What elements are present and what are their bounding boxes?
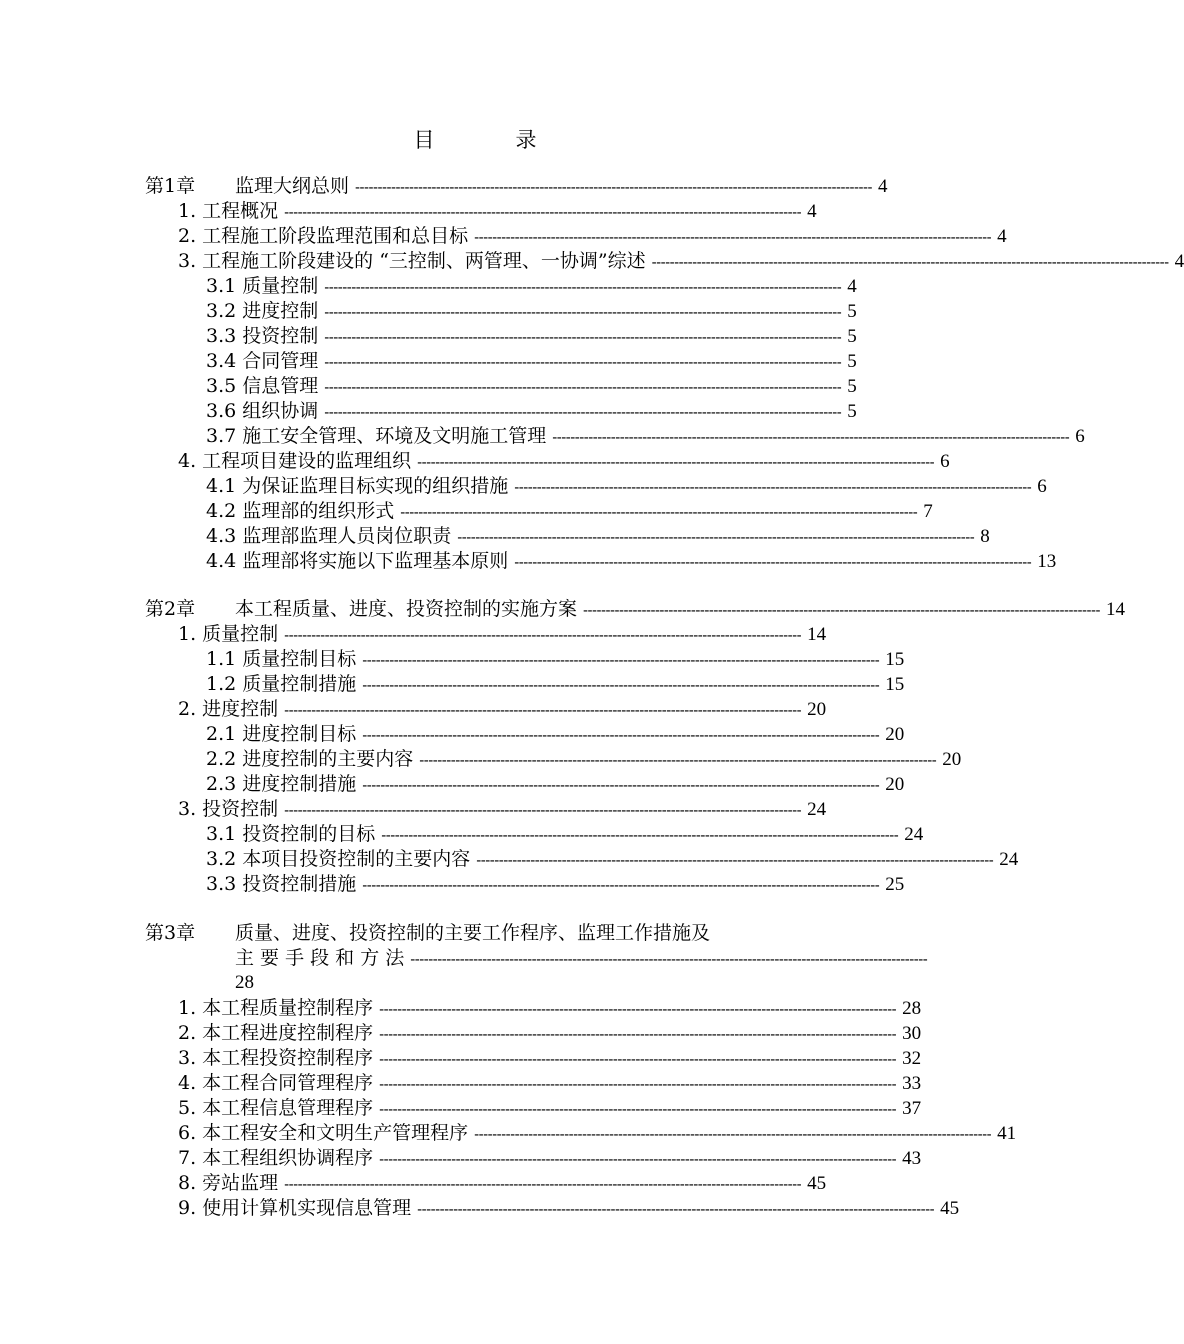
toc-entry-page: 6 bbox=[1075, 426, 1085, 447]
leader-dots: ------------------------------------------------------------------------------------------------------------------- bbox=[324, 329, 842, 346]
toc-entry-page: 5 bbox=[847, 351, 857, 372]
chapter-number: 第1章 bbox=[145, 175, 196, 197]
toc-entry[interactable] bbox=[178, 1146, 922, 1170]
toc-entry-label: 4. 本工程合同管理程序 bbox=[178, 1072, 374, 1094]
toc-entry-page: 8 bbox=[980, 526, 990, 547]
toc-entry-page: 24 bbox=[999, 849, 1019, 870]
toc-entry-page: 4 bbox=[847, 276, 857, 297]
toc-entry[interactable] bbox=[206, 672, 905, 696]
toc-entry-label: 3. 本工程投资控制程序 bbox=[178, 1047, 374, 1069]
toc-entry[interactable] bbox=[206, 299, 857, 323]
leader-dots: ------------------------------------------------------------------------------------------------------------------- bbox=[284, 1176, 802, 1193]
toc-entry-page: 24 bbox=[807, 799, 827, 820]
toc-entry-label: 监理大纲总则 bbox=[235, 175, 350, 197]
toc-entry-label: 2.2 进度控制的主要内容 bbox=[206, 748, 414, 770]
leader-dots: ------------------------------------------------------------------------------------------------------------------- bbox=[419, 752, 937, 769]
toc-entry-label: 3.1 质量控制 bbox=[206, 275, 319, 297]
toc-entry-label: 2. 工程施工阶段监理范围和总目标 bbox=[178, 225, 469, 247]
leader-dots: ------------------------------------------------------------------------------------------------------------------- bbox=[474, 1126, 992, 1143]
toc-entry-label: 6. 本工程安全和文明生产管理程序 bbox=[178, 1122, 469, 1144]
leader-dots: ------------------------------------------------------------------------------------------------------------------- bbox=[417, 454, 935, 471]
leader-dots: ------------------------------------------------------------------------------------------------------------------- bbox=[379, 1051, 897, 1068]
toc-entry-page: 33 bbox=[902, 1073, 922, 1094]
toc-entry-page: 4 bbox=[807, 201, 817, 222]
leader-dots: ------------------------------------------------------------------------------------------------------------------- bbox=[324, 304, 842, 321]
leader-dots: ------------------------------------------------------------------------------------------------------------------- bbox=[324, 354, 842, 371]
toc-entry-label: 2.3 进度控制措施 bbox=[206, 773, 357, 795]
toc-entry-label: 3.4 合同管理 bbox=[206, 350, 319, 372]
toc-entry-page: 4 bbox=[877, 176, 888, 197]
toc-entry[interactable] bbox=[206, 424, 1085, 448]
toc-entry-page: 20 bbox=[885, 724, 905, 745]
toc-entry-page: 5 bbox=[847, 376, 857, 397]
toc-entry-label: 1.2 质量控制措施 bbox=[206, 673, 357, 695]
toc-entry-page: 43 bbox=[902, 1148, 922, 1169]
toc-entry-label: 1. 工程概况 bbox=[178, 200, 279, 222]
toc-entry-label: 5. 本工程信息管理程序 bbox=[178, 1097, 374, 1119]
toc-entry[interactable] bbox=[178, 797, 827, 821]
toc-entry[interactable] bbox=[178, 1096, 922, 1120]
leader-dots: ------------------------------------------------------------------------------------------------------------------- bbox=[362, 652, 880, 669]
toc-entry-label: 本工程质量、进度、投资控制的实施方案 bbox=[235, 598, 578, 620]
leader-dots: ------------------------------------------------------------------------------------------------------------------- bbox=[379, 1026, 897, 1043]
toc-entry-page: 28 bbox=[902, 998, 922, 1019]
leader-dots: ------------------------------------------------------------------------------------------------------------------- bbox=[417, 1201, 935, 1218]
toc-entry-page: 5 bbox=[847, 326, 857, 347]
leader-dots: ------------------------------------------------------------------------------------------------------------------- bbox=[284, 802, 802, 819]
toc-entry[interactable] bbox=[206, 474, 1047, 498]
toc-entry-label: 3.2 进度控制 bbox=[206, 300, 319, 322]
leader-dots: ------------------------------------------------------------------------------------------------------------------- bbox=[552, 429, 1070, 446]
toc-entry-page: 45 bbox=[940, 1198, 960, 1219]
leader-dots: ------------------------------------------------------------------------------------------------------------------- bbox=[284, 702, 802, 719]
toc-entry[interactable] bbox=[178, 1046, 922, 1070]
toc-entry[interactable] bbox=[206, 349, 857, 373]
toc-entry[interactable] bbox=[206, 324, 857, 348]
toc-entry-page: 14 bbox=[807, 624, 827, 645]
leader-dots: ------------------------------------------------------------------------------------------------------------------- bbox=[457, 529, 975, 546]
leader-dots: ------------------------------------------------------------------------------------------------------------------- bbox=[514, 554, 1032, 571]
toc-entry-label: 3.3 投资控制措施 bbox=[206, 873, 357, 895]
leader-dots: ------------------------------------------------------------------------------------------------------------------- bbox=[362, 727, 880, 744]
toc-entry-page: 20 bbox=[885, 774, 905, 795]
toc-entry[interactable] bbox=[206, 872, 905, 896]
toc-entry[interactable] bbox=[206, 274, 857, 298]
toc-entry-label: 3. 投资控制 bbox=[178, 798, 279, 820]
toc-entry-label: 3.6 组织协调 bbox=[206, 400, 319, 422]
leader-dots: ------------------------------------------------------------------------------------------------------------------- bbox=[400, 504, 918, 521]
toc-entry[interactable] bbox=[178, 199, 817, 223]
toc-entry-page: 6 bbox=[940, 451, 950, 472]
toc-entry[interactable] bbox=[206, 499, 933, 523]
toc-entry-label: 3.3 投资控制 bbox=[206, 325, 319, 347]
toc-entry-page: 24 bbox=[904, 824, 924, 845]
leader-dots: ------------------------------------------------------------------------------------------------------------------- bbox=[324, 404, 842, 421]
toc-entry-label: 3. 工程施工阶段建设的 “三控制、两管理、一协调”综述 bbox=[178, 250, 646, 272]
toc-entry-page: 6 bbox=[1037, 476, 1047, 497]
toc-entry[interactable] bbox=[178, 249, 1184, 273]
toc-entry-page: 20 bbox=[807, 699, 827, 720]
toc-entry[interactable] bbox=[206, 399, 857, 423]
toc-entry-label: 3.7 施工安全管理、环境及文明施工管理 bbox=[206, 425, 547, 447]
toc-entry-label: 3.1 投资控制的目标 bbox=[206, 823, 376, 845]
chapter-title-continued[interactable] bbox=[235, 946, 928, 970]
toc-entry-label: 7. 本工程组织协调程序 bbox=[178, 1147, 374, 1169]
toc-entry[interactable] bbox=[178, 224, 1007, 248]
toc-entry-label: 4.3 监理部监理人员岗位职责 bbox=[206, 525, 452, 547]
leader-dots: ------------------------------------------------------------------------------------------------------------------- bbox=[379, 1001, 897, 1018]
toc-entry-page: 32 bbox=[902, 1048, 922, 1069]
toc-entry-label: 1. 质量控制 bbox=[178, 623, 279, 645]
toc-entry[interactable] bbox=[235, 597, 1125, 621]
toc-entry-page: 15 bbox=[885, 649, 905, 670]
leader-dots: ------------------------------------------------------------------------------------------------------------------- bbox=[381, 827, 899, 844]
toc-entry-label: 2. 本工程进度控制程序 bbox=[178, 1022, 374, 1044]
toc-entry[interactable] bbox=[178, 1021, 922, 1045]
leader-dots: ------------------------------------------------------------------------------------------------------------------- bbox=[324, 279, 842, 296]
toc-entry-label: 9. 使用计算机实现信息管理 bbox=[178, 1197, 412, 1219]
toc-entry[interactable] bbox=[178, 1171, 827, 1195]
toc-entry-page: 7 bbox=[923, 501, 933, 522]
leader-dots: ------------------------------------------------------------------------------------------------------------------- bbox=[362, 777, 880, 794]
toc-entry-label: 3.2 本项目投资控制的主要内容 bbox=[206, 848, 471, 870]
toc-entry-page: 4 bbox=[997, 226, 1007, 247]
toc-entry[interactable] bbox=[206, 772, 905, 796]
leader-dots: ------------------------------------------------------------------------------------------------------------------- bbox=[362, 677, 880, 694]
toc-entry-page: 4 bbox=[1174, 251, 1184, 272]
toc-entry-label: 4.1 为保证监理目标实现的组织措施 bbox=[206, 475, 509, 497]
toc-entry[interactable] bbox=[235, 174, 888, 198]
leader-dots: ------------------------------------------------------------------------------------------------------------------- bbox=[379, 1076, 897, 1093]
toc-entry-label: 1.1 质量控制目标 bbox=[206, 648, 357, 670]
toc-title: 目 录 bbox=[413, 128, 567, 152]
toc-entry[interactable] bbox=[206, 647, 905, 671]
toc-entry-label: 8. 旁站监理 bbox=[178, 1172, 279, 1194]
toc-entry[interactable] bbox=[206, 374, 857, 398]
toc-entry-label: 主 要 手 段 和 方 法 bbox=[235, 947, 405, 969]
toc-entry-page: 15 bbox=[885, 674, 905, 695]
leader-dots: ------------------------------------------------------------------------------------------------------------------- bbox=[514, 479, 1032, 496]
chapter-number: 第2章 bbox=[145, 598, 196, 620]
chapter-title: 质量、进度、投资控制的主要工作程序、监理工作措施及 bbox=[235, 922, 711, 944]
toc-entry-label: 2.1 进度控制目标 bbox=[206, 723, 357, 745]
leader-dots: ------------------------------------------------------------------------------------------------------------------- bbox=[651, 254, 1169, 271]
toc-entry-page: 37 bbox=[902, 1098, 922, 1119]
toc-entry-label: 4. 工程项目建设的监理组织 bbox=[178, 450, 412, 472]
toc-entry-page: 13 bbox=[1037, 551, 1057, 572]
toc-entry-page: 14 bbox=[1105, 599, 1125, 620]
toc-entry[interactable] bbox=[206, 549, 1057, 573]
leader-dots: ------------------------------------------------------------------------------------------------------------------- bbox=[476, 852, 994, 869]
toc-entry-label: 2. 进度控制 bbox=[178, 698, 279, 720]
toc-entry[interactable] bbox=[178, 697, 827, 721]
leader-dots: ------------------------------------------------------------------------------------------------------------------- bbox=[583, 602, 1100, 619]
toc-entry[interactable] bbox=[206, 822, 924, 846]
toc-entry[interactable] bbox=[178, 622, 827, 646]
leader-dots: ------------------------------------------------------------------------------------------------------------------- bbox=[324, 379, 842, 396]
toc-entry[interactable] bbox=[206, 847, 1019, 871]
toc-entry[interactable] bbox=[206, 722, 905, 746]
toc-entry[interactable] bbox=[178, 449, 950, 473]
leader-dots: ------------------------------------------------------------------------------------------------------------------- bbox=[284, 204, 802, 221]
toc-entry-label: 4.4 监理部将实施以下监理基本原则 bbox=[206, 550, 509, 572]
leader-dots: ------------------------------------------------------------------------------------------------------------------- bbox=[474, 229, 992, 246]
toc-entry[interactable] bbox=[206, 747, 962, 771]
toc-entry-page: 45 bbox=[807, 1173, 827, 1194]
toc-entry[interactable] bbox=[206, 524, 990, 548]
leader-dots: ------------------------------------------------------------------------------------------------------------------- bbox=[284, 627, 802, 644]
chapter-number: 第3章 bbox=[145, 922, 196, 944]
toc-entry-page: 30 bbox=[902, 1023, 922, 1044]
toc-entry-label: 4.2 监理部的组织形式 bbox=[206, 500, 395, 522]
toc-entry-page: 25 bbox=[885, 874, 905, 895]
leader-dots: ------------------------------------------------------------------------------------------------------------------- bbox=[362, 877, 880, 894]
toc-entry[interactable] bbox=[178, 1121, 1017, 1145]
toc-entry[interactable] bbox=[178, 1196, 960, 1220]
leader-dots: ------------------------------------------------------------------------------------------------------------------- bbox=[410, 951, 928, 968]
leader-dots: ------------------------------------------------------------------------------------------------------------------- bbox=[379, 1101, 897, 1118]
toc-entry-page: 5 bbox=[847, 301, 857, 322]
toc-entry-page: 28 bbox=[235, 972, 254, 993]
toc-entry[interactable] bbox=[178, 1071, 922, 1095]
toc-entry-page: 41 bbox=[997, 1123, 1017, 1144]
toc-entry-page: 20 bbox=[942, 749, 962, 770]
toc-entry-page: 5 bbox=[847, 401, 857, 422]
toc-entry[interactable] bbox=[178, 996, 922, 1020]
leader-dots: ------------------------------------------------------------------------------------------------------------------- bbox=[379, 1151, 897, 1168]
leader-dots: ------------------------------------------------------------------------------------------------------------------- bbox=[355, 179, 872, 196]
toc-entry-label: 1. 本工程质量控制程序 bbox=[178, 997, 374, 1019]
toc-entry-label: 3.5 信息管理 bbox=[206, 375, 319, 397]
